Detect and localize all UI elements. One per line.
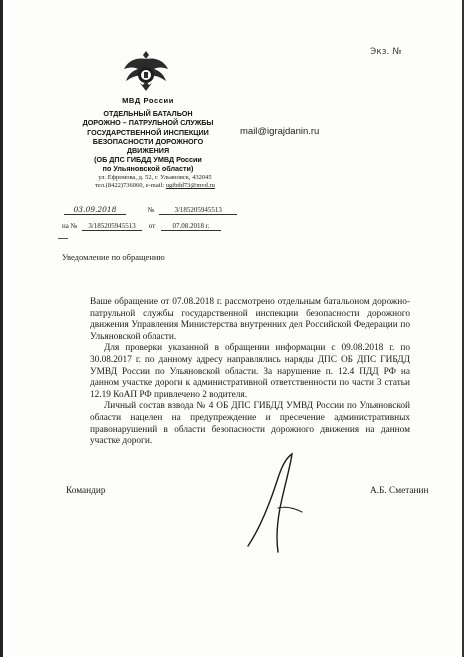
body-paragraph: Для проверки указанной в обращении информации с 09.08.2018 г. по 30.08.2017 г. по данному адресу направлялись наряды ДПС ОБ ДПС ГИБДД УМВД России по Ульяновской области. За нарушение п. 12.4 ПДД РФ на данном участке дороги к административной ответственности по части 3 статьи 12.19 КоАП РФ привлечено 2 водителя. [90, 343, 410, 400]
org-line: ДВИЖЕНИЯ [126, 146, 170, 156]
registration-number: 3/185205945513 [159, 206, 237, 215]
reference-prefix: на № [62, 222, 78, 230]
reference-row [62, 222, 221, 231]
organization-block [48, 96, 248, 174]
org-line: ДОРОЖНО – ПАТРУЛЬНОЙ СЛУЖБЫ [82, 118, 214, 128]
street-address: ул. Ефремова, д. 52, г. Ульяновск, 432045 [98, 174, 212, 181]
letter-subject: Уведомление по обращению [62, 252, 165, 262]
org-line: ГОСУДАРСТВЕННОЙ ИНСПЕКЦИИ [87, 127, 209, 137]
divider [58, 238, 68, 239]
scan-left-edge [0, 0, 3, 657]
letter-body [90, 297, 410, 448]
signer-title: Командир [66, 486, 106, 496]
reference-number: 3/185205945513 [82, 222, 142, 231]
org-line: по Ульяновской области) [102, 164, 194, 174]
ministry-name: МВД России [122, 96, 174, 105]
mvd-emblem-icon [120, 45, 172, 97]
org-line: (ОБ ДПС ГИБДД УМВД России [94, 155, 202, 165]
signer-name: А.Б. Сметанин [370, 486, 429, 496]
recipient-email: mail@igrajdanin.ru [240, 126, 320, 137]
reference-date: 07.08.2018 г. [161, 222, 221, 231]
contact-line [64, 182, 246, 190]
copy-number: Экз. № [370, 47, 402, 57]
org-line: БЕЗОПАСНОСТИ ДОРОЖНОГО [92, 136, 204, 146]
body-paragraph: Ваше обращение от 07.08.2018 г. рассмотрено отдельным батальоном дорожно-патрульной службы государственной инспекции безопасности дорожного движения Управления Министерства внутренних дел Российской Федерации по Ульяновской области. [90, 297, 410, 342]
email-link[interactable]: ugibdd73@mvd.ru [165, 182, 215, 189]
reference-from: от [148, 222, 156, 230]
address-block [64, 174, 246, 190]
phone: тел.(8422)736060, e-mail: [95, 182, 165, 189]
body-paragraph: Личный состав взвода № 4 ОБ ДПС ГИБДД УМВД России по Ульяновской области нацелен на предупреждение и пресечение административных правонарушений в области безопасности дорожного движения на данном участке дороги. [90, 401, 410, 447]
number-prefix: № [147, 206, 155, 214]
registration-date: 03.09.2018 [64, 205, 126, 215]
org-line: ОТДЕЛЬНЫЙ БАТАЛЬОН [103, 109, 193, 119]
handwritten-signature [240, 448, 310, 558]
registration-row [64, 205, 237, 215]
